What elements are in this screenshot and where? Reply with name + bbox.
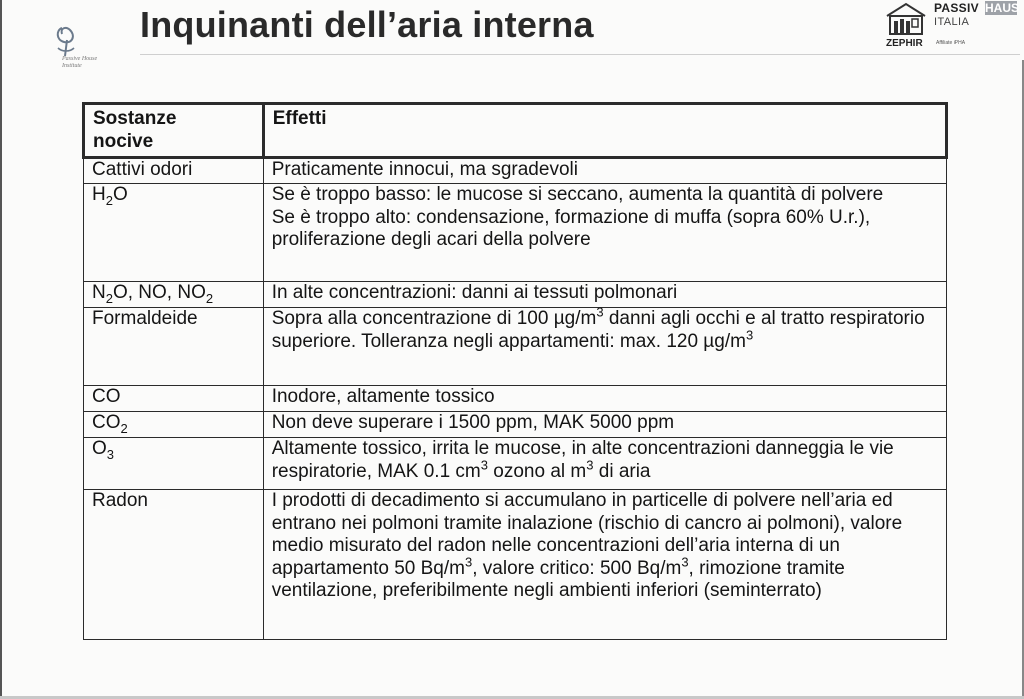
table-row-co bbox=[84, 386, 947, 412]
effect-line: Se è troppo basso: le mucose si seccano, aumenta la quantità di polvere bbox=[271, 184, 884, 205]
cell-effects: I prodotti di decadimento si accumulano in particelle di polvere nell’aria ed entrano nei polmoni tramite inalazione (rischio di cancro ai polmoni), valore medio misurato del radon nelle concentrazioni dell’aria interna di un appartamento 50 $Bq/m^3$, valore critico: 500 $Bq/m^3$, rimozione tramite ventilazione, preferibilmente negli ambienti inferiori (seminterrato) bbox=[263, 490, 946, 640]
phi-logo-text-line1: Passive House bbox=[62, 56, 98, 62]
cell-effects: Praticamente innocui, ma sgradevoli bbox=[263, 158, 946, 184]
effect-line: Se è troppo alto: condensazione, formazione di muffa (sopra 60% U.r.), proliferazione degli acari della polvere bbox=[271, 206, 871, 250]
house-icon bbox=[884, 2, 928, 36]
logo-affiliate-text: Affiliate iPHA bbox=[936, 40, 966, 46]
table-row-odori bbox=[84, 158, 947, 184]
table-header-row bbox=[84, 104, 947, 158]
header-substances-line1: Sostanze bbox=[93, 108, 177, 129]
cell-substance: Radon bbox=[84, 490, 264, 640]
page-title: Inquinanti dell’aria interna bbox=[140, 4, 594, 45]
table-row-nox bbox=[84, 282, 947, 308]
cell-substance: CO bbox=[84, 386, 264, 412]
cell-effects: Non deve superare i 1500 ppm, MAK 5000 ppm bbox=[263, 412, 946, 438]
passivhaus-italia-logo bbox=[884, 0, 1024, 52]
table-row-co2 bbox=[84, 412, 947, 438]
cell-effects bbox=[263, 184, 946, 282]
header-effects: Effetti bbox=[263, 104, 946, 158]
logo-passiv-text: PASSIV bbox=[934, 1, 979, 15]
phi-logo-text-line2: Institute bbox=[62, 63, 82, 69]
header-substances-line2: nocive bbox=[93, 130, 154, 152]
cell-effects: Inodore, altamente tossico bbox=[263, 386, 946, 412]
logo-haus-text: HAUS bbox=[985, 1, 1020, 15]
cell-substance: Cattivi odori bbox=[84, 158, 264, 184]
logo-zephir-text: ZEPHIR bbox=[886, 38, 923, 49]
phi-logo-text bbox=[62, 56, 97, 70]
table-row-formaldeide bbox=[84, 308, 947, 386]
title-divider bbox=[140, 54, 1020, 55]
cell-effects: Altamente tossico, irrita le mucose, in alte concentrazioni danneggia le vie respiratorie, MAK 0.1 $cm^3$ ozono al $m^3$ di aria bbox=[263, 438, 946, 490]
table-row-h2o bbox=[84, 184, 947, 282]
cell-effects: In alte concentrazioni: danni ai tessuti polmonari bbox=[263, 282, 946, 308]
header-substances bbox=[84, 104, 264, 158]
table-row-radon bbox=[84, 490, 947, 640]
cell-effects: Sopra alla concentrazione di 100 $\mu g/m^3$ danni agli occhi e al tratto respiratorio superiore. Tolleranza negli appartamenti: max. 120 $\mu g/m^3$ bbox=[263, 308, 946, 386]
slide-left-border bbox=[0, 0, 2, 699]
cell-substance: $O_3$ bbox=[84, 438, 264, 490]
cell-substance: Formaldeide bbox=[84, 308, 264, 386]
table-row-o3 bbox=[84, 438, 947, 490]
phi-logo-icon bbox=[48, 22, 88, 58]
cell-substance: $H_2O$ bbox=[84, 184, 264, 282]
pollutants-table bbox=[82, 102, 948, 640]
logo-italia-text: ITALIA bbox=[934, 16, 970, 28]
cell-substance: $N_2O$, NO, $NO_2$ bbox=[84, 282, 264, 308]
cell-substance: $CO_2$ bbox=[84, 412, 264, 438]
passive-house-institute-logo bbox=[48, 22, 128, 82]
